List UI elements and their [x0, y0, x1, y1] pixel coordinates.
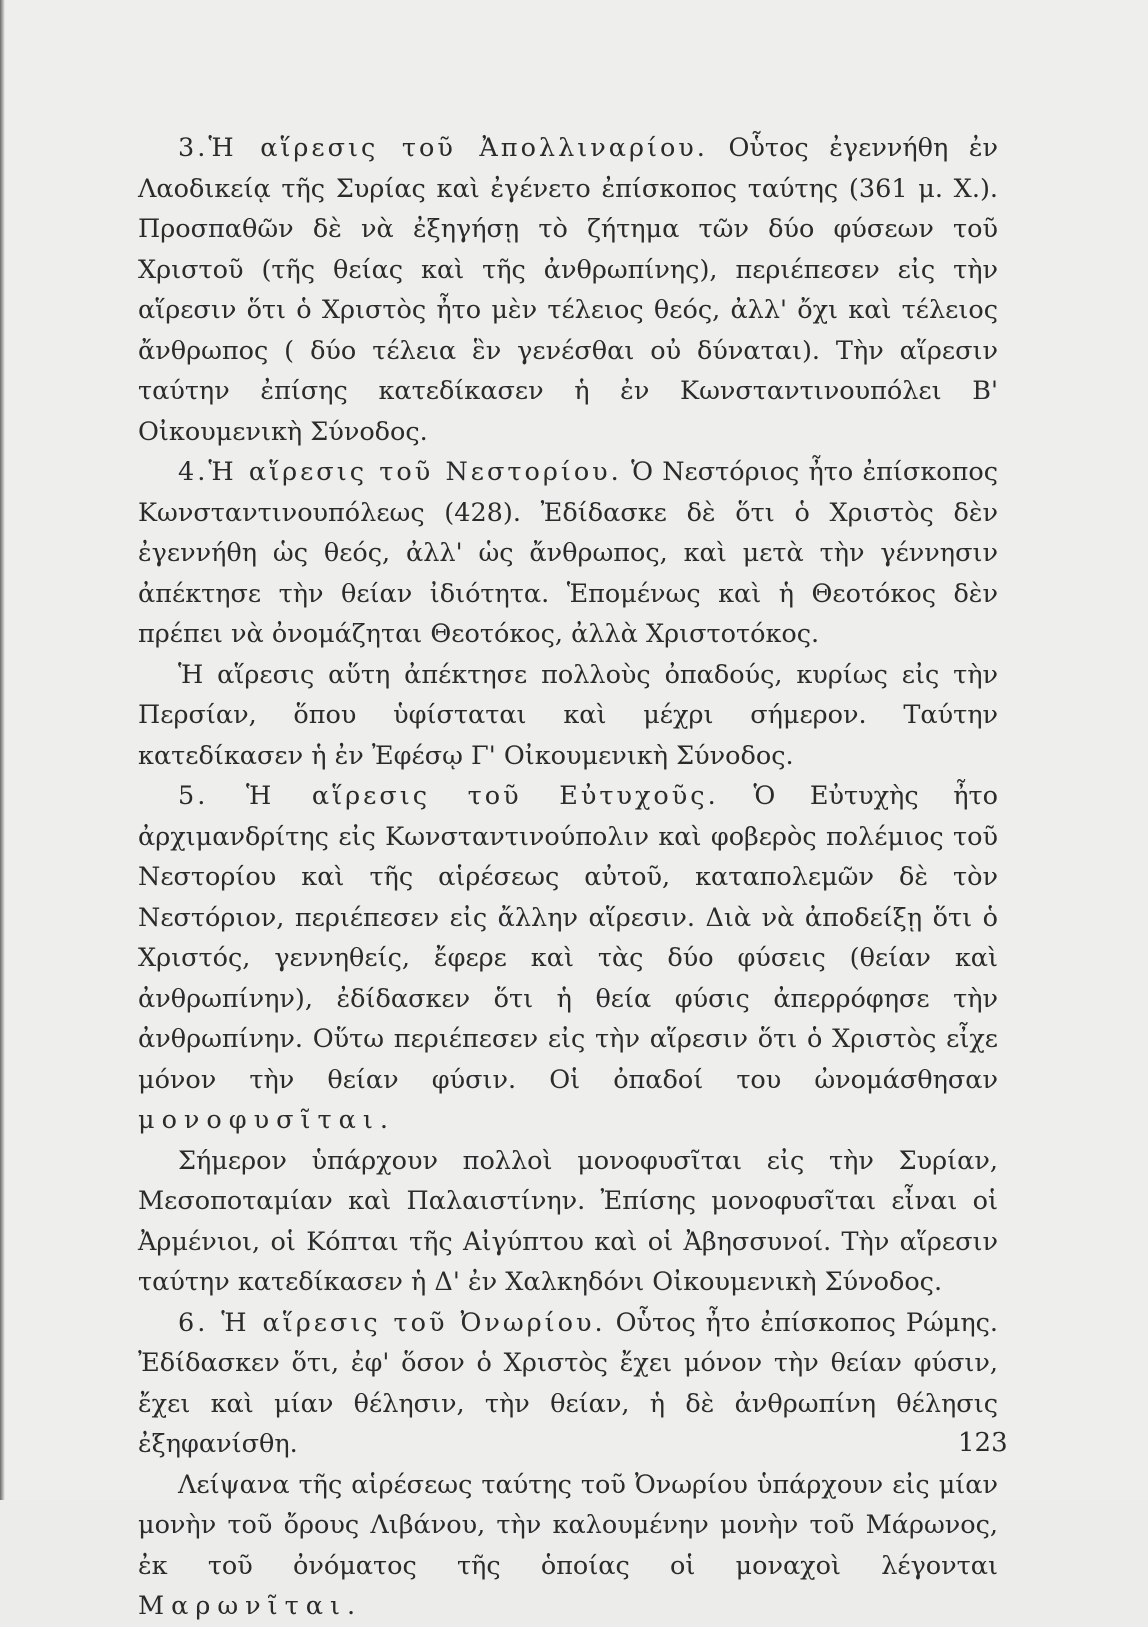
body-text: [138, 128, 998, 1627]
section-honorius: [138, 1303, 998, 1465]
paragraph-text: Σήμερον ὑπάρχουν πολλοὶ μονοφυσῖται εἰς τὴν Συρίαν, Μεσοποταμίαν καὶ Παλαιστίνην. Ἐπίσης μονοφυσῖται εἶναι οἱ Ἀρμένιοι, οἱ Κόπται τῆς Αἰγύπτου καὶ οἱ Ἀβησσυνοί. Τὴν αἵρεσιν ταύτην κατεδίκασεν ἡ Δ' ἐν Χαλκηδόνι Οἰκουμενικὴ Σύνοδος.: [138, 1145, 998, 1297]
section-apollinarius: [138, 128, 998, 452]
paragraph-text: Λείψανα τῆς αἱρέσεως ταύτης τοῦ Ὀνωρίου ὑπάρχουν εἰς μίαν μονὴν τοῦ ὄρους Λιβάνου, τὴν καλουμένην μονὴν τοῦ Μάρωνος, ἐκ τοῦ ὀνόματος τῆς ὁποίας οἱ μοναχοὶ λέγονται: [138, 1469, 998, 1581]
section-text: Ὁ Νεστόριος ἦτο ἐπίσκοπος Κωνσταντινουπόλεως (428). Ἐδίδασκε δὲ ὅτι ὁ Χριστὸς δὲν ἐγεννήθη ὡς θεός, ἀλλ' ὡς ἄνθρωπος, καὶ μετὰ τὴν γέννησιν ἀπέκτησε τὴν θείαν ἰδιότητα. Ἑπομένως καὶ ἡ Θεοτόκος δὲν πρέπει νὰ ὀνομάζηται Θεοτόκος, ἀλλὰ Χριστοτόκος.: [138, 457, 999, 649]
paragraph-text: Ἡ αἵρεσις αὕτη ἀπέκτησε πολλοὺς ὀπαδούς, κυρίως εἰς τὴν Περσίαν, ὅπου ὑφίσταται καὶ μέχρι σήμερον. Ταύτην κατεδίκασεν ἡ ἐν Ἐφέσῳ Γ' Οἰκουμενικὴ Σύνοδος.: [138, 659, 998, 771]
section-text: Ὁ Εὐτυχὴς ἦτο ἀρχιμανδρίτης εἰς Κωνσταντινούπολιν καὶ φοβερὸς πολέμιος τοῦ Νεστορίου καὶ τῆς αἱρέσεως αὐτοῦ, καταπολεμῶν δὲ τὸν Νεστόριον, περιέπεσεν εἰς ἄλλην αἵρεσιν. Διὰ νὰ ἀποδείξῃ ὅτι ὁ Χριστός, γεννηθείς, ἔφερε καὶ τὰς δύο φύσεις (θείαν καὶ ἀνθρωπίνην), ἐδίδασκεν ὅτι ἡ θεία φύσις ἀπερρόφησε τὴν ἀνθρωπίνην. Οὕτω περιέπεσεν εἰς τὴν αἵρεσιν ὅτι ὁ Χριστὸς εἶχε μόνον τὴν θείαν φύσιν. Οἱ ὀπαδοί του ὠνομάσθησαν: [138, 781, 998, 1095]
section-nestorius: [138, 452, 998, 655]
section-text: Οὗτος ἐγεννήθη ἐν Λαοδικείᾳ τῆς Συρίας καὶ ἐγένετο ἐπίσκοπος ταύτης (361 μ. Χ.). Προσπαθῶν δὲ νὰ ἐξηγήσῃ τὸ ζήτημα τῶν δύο φύσεων τοῦ Χριστοῦ (τῆς θείας καὶ τῆς ἀνθρωπίνης), περιέπεσεν εἰς τὴν αἵρεσιν ὅτι ὁ Χριστὸς ἦτο μὲν τέλειος θεός, ἀλλ' ὄχι καὶ τέλειος ἄνθρωπος ( δύο τέλεια ἓν γενέσθαι οὐ δύναται). Τὴν αἵρεσιν ταύτην ἐπίσης κατεδίκασεν ἡ ἐν Κωνσταντινουπόλει Β' Οἰκουμενικὴ Σύνοδος.: [138, 133, 999, 447]
section-heading: 4.Ἡ αἵρεσις τοῦ Νεστορίου.: [178, 457, 622, 487]
spaced-term: μονοφυσῖται.: [138, 1105, 395, 1135]
spaced-term: Μαρωνῖται.: [138, 1591, 363, 1621]
paragraph-monophysites-today: [138, 1141, 998, 1303]
paragraph-nestorian-spread: [138, 655, 998, 777]
page-edge-shadow: [0, 0, 5, 1500]
section-text: Οὗτος ἦτο ἐπίσκοπος Ρώμης. Ἐδίδασκεν ὅτι, ἐφ' ὅσον ὁ Χριστὸς ἔχει μόνον τὴν θείαν φύσιν, ἔχει καὶ μίαν θέλησιν, τὴν θείαν, ἡ δὲ ἀνθρωπίνη θέλησις ἐξηφανίσθη.: [138, 1307, 999, 1459]
section-heading: 3.Ἡ αἵρεσις τοῦ Ἀπολλιναρίου.: [178, 133, 708, 163]
paragraph-maronites: [138, 1465, 998, 1627]
section-heading: 5. Ἡ αἵρεσις τοῦ Εὐτυχοῦς.: [178, 781, 719, 811]
page-number: 123: [958, 1428, 1008, 1458]
section-heading: 6. Ἡ αἵρεσις τοῦ Ὀνωρίου.: [178, 1307, 606, 1338]
section-eutyches: [138, 776, 998, 1141]
